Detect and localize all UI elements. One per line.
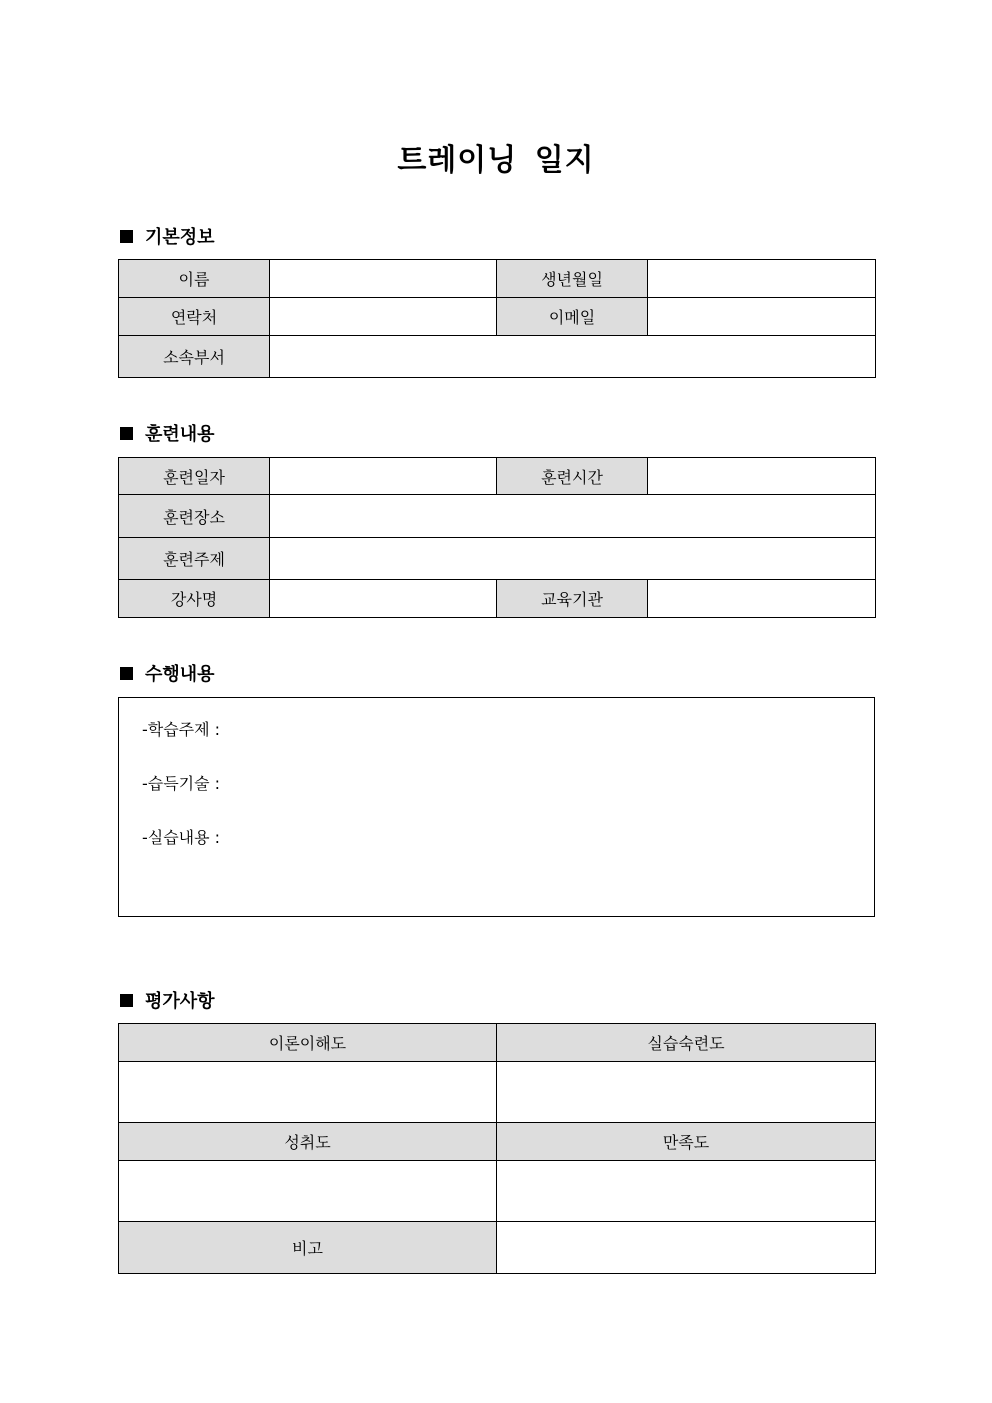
name-field[interactable] [270,260,497,298]
study-topic-line: -학습주제 : [142,720,221,739]
table-row [119,1123,876,1161]
table-row [119,1222,876,1274]
section-heading-label: 수행내용 [145,664,215,685]
evaluation-table [118,1023,876,1274]
section-heading-basic-info [118,223,215,249]
name-label: 이름 [119,260,270,298]
instructor-label: 강사명 [119,580,270,618]
square-bullet-icon [120,667,133,680]
theory-understanding-label: 이론이해도 [119,1024,497,1062]
remarks-label: 비고 [119,1222,497,1274]
birth-date-field[interactable] [648,260,876,298]
table-row [119,458,876,495]
section-heading-label: 기본정보 [145,227,215,248]
training-table [118,457,876,618]
training-topic-label: 훈련주제 [119,538,270,580]
table-row [119,1062,876,1123]
training-time-field[interactable] [648,458,876,495]
theory-understanding-field[interactable] [119,1062,497,1123]
table-row [119,336,876,378]
training-time-label: 훈련시간 [497,458,648,495]
square-bullet-icon [120,230,133,243]
table-row [119,580,876,618]
table-row [119,260,876,298]
email-field[interactable] [648,298,876,336]
practice-proficiency-label: 실습숙련도 [497,1024,876,1062]
institution-field[interactable] [648,580,876,618]
department-field[interactable] [270,336,876,378]
acquired-skill-line: -습득기술 : [142,774,221,793]
performance-content-box[interactable] [118,697,875,917]
remarks-field[interactable] [497,1222,876,1274]
section-heading-training [118,420,215,446]
birth-date-label: 생년월일 [497,260,648,298]
table-row [119,495,876,538]
training-topic-field[interactable] [270,538,876,580]
square-bullet-icon [120,994,133,1007]
training-date-field[interactable] [270,458,497,495]
instructor-field[interactable] [270,580,497,618]
table-row [119,1161,876,1222]
section-heading-evaluation [118,987,215,1013]
satisfaction-field[interactable] [497,1161,876,1222]
achievement-field[interactable] [119,1161,497,1222]
section-heading-performance [118,660,215,686]
practice-proficiency-field[interactable] [497,1062,876,1123]
section-heading-label: 훈련내용 [145,424,215,445]
contact-label: 연락처 [119,298,270,336]
section-heading-label: 평가사항 [145,991,215,1012]
table-row [119,1024,876,1062]
contact-field[interactable] [270,298,497,336]
practice-content-line: -실습내용 : [142,828,221,847]
basic-info-table [118,259,876,378]
training-date-label: 훈련일자 [119,458,270,495]
training-place-label: 훈련장소 [119,495,270,538]
page-title: 트레이닝 일지 [397,143,595,178]
training-place-field[interactable] [270,495,876,538]
achievement-label: 성취도 [119,1123,497,1161]
department-label: 소속부서 [119,336,270,378]
satisfaction-label: 만족도 [497,1123,876,1161]
square-bullet-icon [120,427,133,440]
institution-label: 교육기관 [497,580,648,618]
email-label: 이메일 [497,298,648,336]
table-row [119,538,876,580]
table-row [119,298,876,336]
